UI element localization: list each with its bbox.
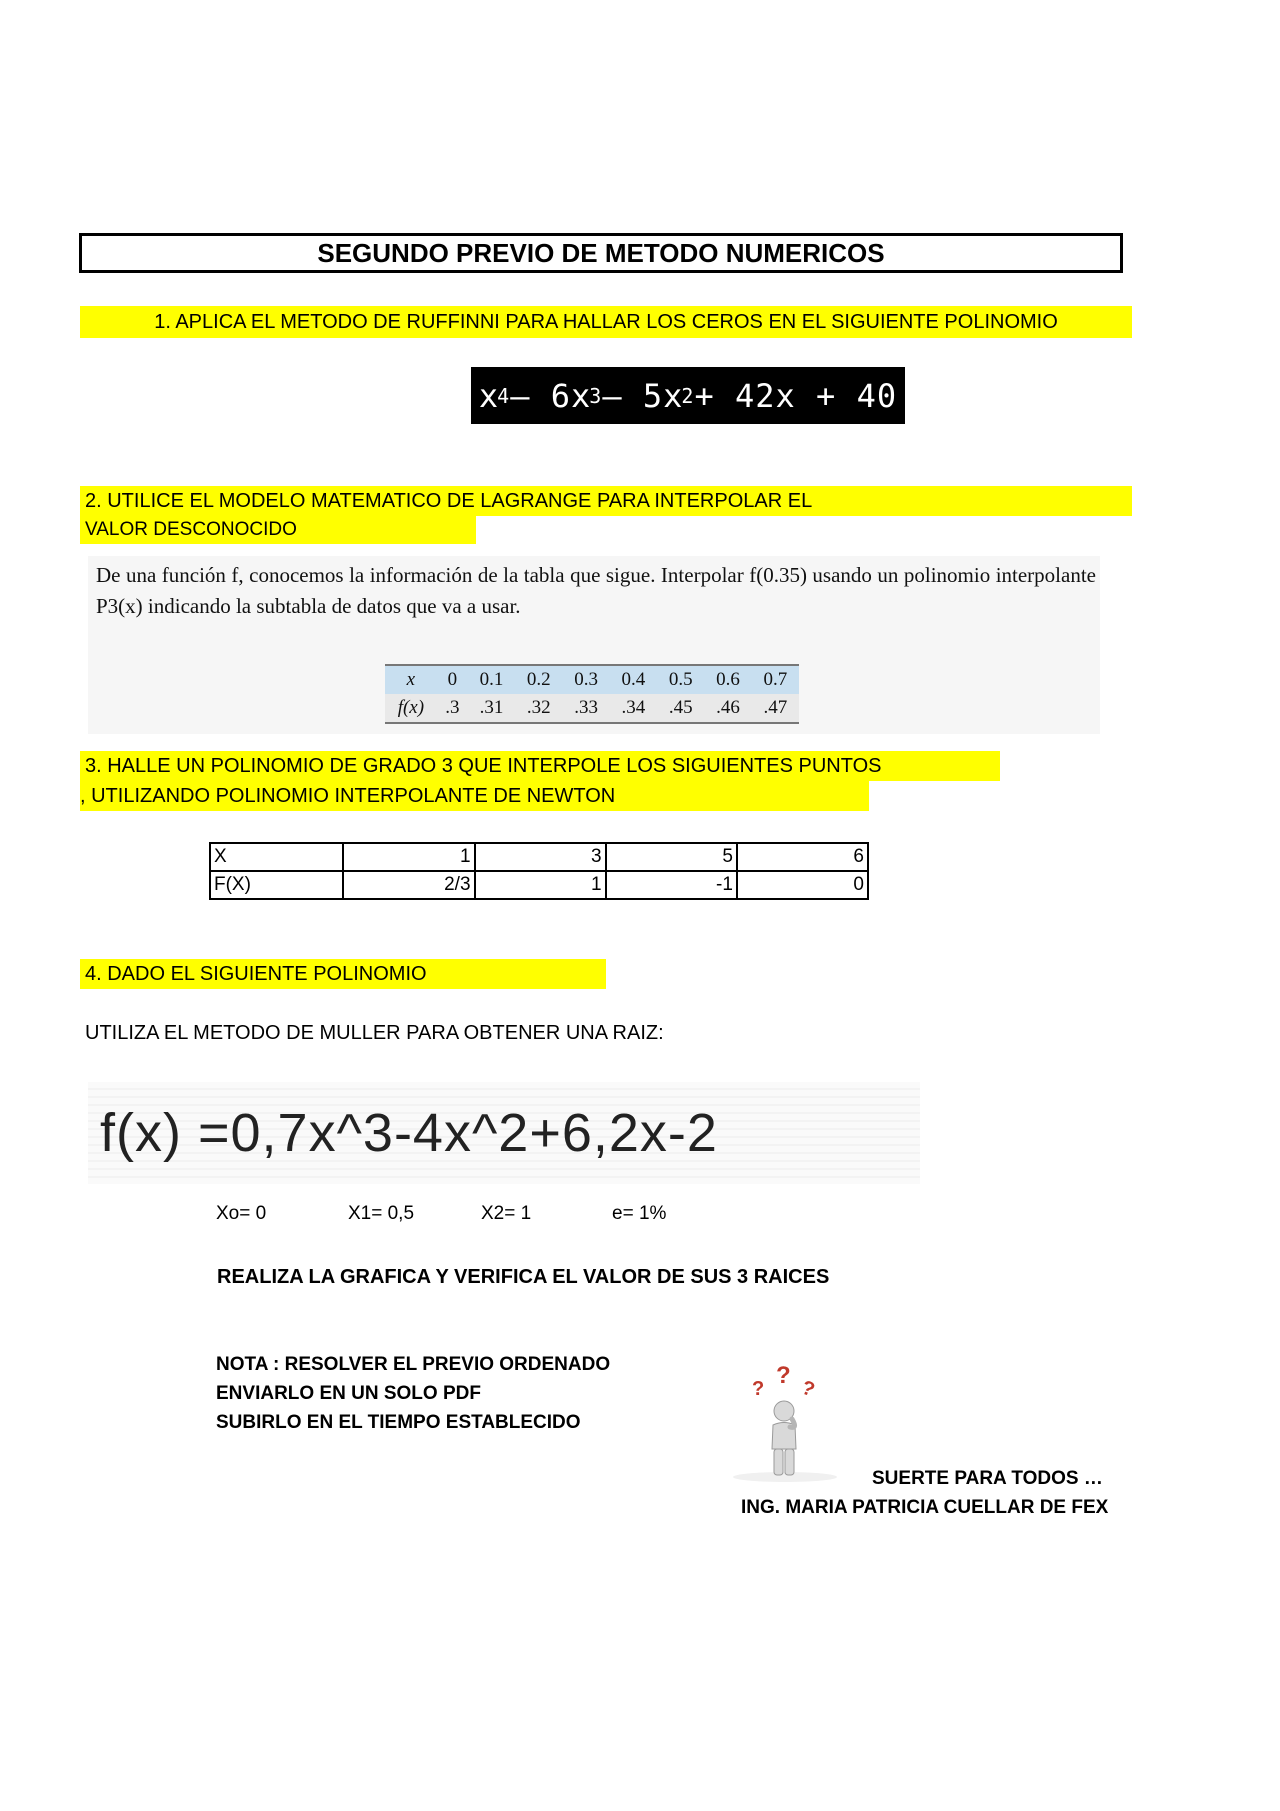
table-row: [210, 871, 868, 899]
param-x0: Xo= 0: [216, 1203, 267, 1224]
table-cell: 1: [475, 871, 606, 899]
lagrange-data-table: [385, 664, 799, 724]
svg-text:?: ?: [776, 1365, 791, 1389]
poly-exp-4: 4: [497, 383, 511, 408]
question-2-heading-cont: VALOR DESCONOCIDO: [80, 516, 476, 544]
table-cell: .32: [515, 694, 562, 723]
poly-term-x4: x: [478, 376, 500, 415]
table-cell: 6: [737, 843, 868, 871]
question-1-heading: 1. APLICA EL METODO DE RUFFINNI PARA HALLAR LOS CEROS EN EL SIGUIENTE POLINOMIO: [80, 306, 1132, 338]
poly-term-rest: + 42x + 40: [694, 376, 898, 415]
ruffini-polynomial-image: [471, 367, 905, 424]
table-cell: F(X): [210, 871, 343, 899]
table-cell: 2/3: [343, 871, 475, 899]
question-2-heading: 2. UTILICE EL MODELO MATEMATICO DE LAGRANGE PARA INTERPOLAR EL: [80, 486, 1132, 516]
table-cell: X: [210, 843, 343, 871]
table-cell: .3: [437, 694, 468, 723]
table-cell: f(x): [385, 694, 437, 723]
table-cell: 1: [343, 843, 475, 871]
page-title: SEGUNDO PREVIO DE METODO NUMERICOS: [79, 233, 1123, 273]
table-cell: 0.6: [704, 665, 751, 694]
param-x2: X2= 1: [481, 1203, 532, 1224]
lagrange-problem-image: [88, 556, 1100, 734]
poly-term-6x3: – 6x: [510, 376, 592, 415]
note-line-2: ENVIARLO EN UN SOLO PDF: [216, 1383, 481, 1404]
table-row: [210, 843, 868, 871]
table-cell: 0.5: [657, 665, 704, 694]
table-cell: 0.4: [610, 665, 657, 694]
table-cell: .33: [562, 694, 609, 723]
table-cell: 0.1: [468, 665, 515, 694]
table-cell: .31: [468, 694, 515, 723]
question-3-heading-cont: , UTILIZANDO POLINOMIO INTERPOLANTE DE NEWTON: [80, 781, 869, 811]
closing-wish: SUERTE PARA TODOS …: [872, 1468, 1103, 1489]
table-cell: .34: [610, 694, 657, 723]
table-cell: 0.2: [515, 665, 562, 694]
poly-exp-3: 3: [589, 383, 603, 408]
table-cell: 3: [475, 843, 606, 871]
lagrange-statement: De una función f, conocemos la información de la tabla que sigue. Interpolar f(0.35) usando un polinomio interpolante P3(x) indicando la subtabla de datos que va a usar.: [96, 563, 1096, 618]
table-cell: x: [385, 665, 437, 694]
table-cell: 0.3: [562, 665, 609, 694]
table-cell: 0.7: [752, 665, 799, 694]
table-cell: .45: [657, 694, 704, 723]
question-3-heading: 3. HALLE UN POLINOMIO DE GRADO 3 QUE INTERPOLE LOS SIGUIENTES PUNTOS: [80, 751, 1000, 781]
table-cell: .46: [704, 694, 751, 723]
note-block: [216, 1350, 610, 1437]
table-cell: 0: [737, 871, 868, 899]
poly-term-5x2: – 5x: [602, 376, 684, 415]
table-cell: 5: [606, 843, 737, 871]
param-error: e= 1%: [612, 1203, 667, 1224]
lagrange-fx-row: [385, 694, 799, 723]
svg-text:?: ?: [752, 1378, 765, 1400]
lagrange-x-row: [385, 665, 799, 694]
question-4-heading: 4. DADO EL SIGUIENTE POLINOMIO: [80, 959, 606, 989]
table-cell: .47: [752, 694, 799, 723]
poly-exp-2: 2: [681, 383, 695, 408]
graph-task: REALIZA LA GRAFICA Y VERIFICA EL VALOR DE SUS 3 RAICES: [217, 1266, 830, 1288]
thinking-person-icon: [724, 1365, 846, 1483]
note-line-1: NOTA : RESOLVER EL PREVIO ORDENADO: [216, 1354, 611, 1375]
muller-formula-image: f(x) =0,7x^3-4x^2+6,2x-2: [88, 1082, 920, 1184]
param-x1: X1= 0,5: [348, 1203, 415, 1224]
table-cell: 0: [437, 665, 468, 694]
svg-text:?: ?: [798, 1376, 818, 1402]
muller-instruction: UTILIZA EL METODO DE MULLER PARA OBTENER UNA RAIZ:: [85, 1022, 664, 1044]
newton-data-table: [209, 842, 869, 900]
author-name: ING. MARIA PATRICIA CUELLAR DE FEX: [741, 1497, 1109, 1518]
table-cell: -1: [606, 871, 737, 899]
note-line-3: SUBIRLO EN EL TIEMPO ESTABLECIDO: [216, 1412, 581, 1433]
